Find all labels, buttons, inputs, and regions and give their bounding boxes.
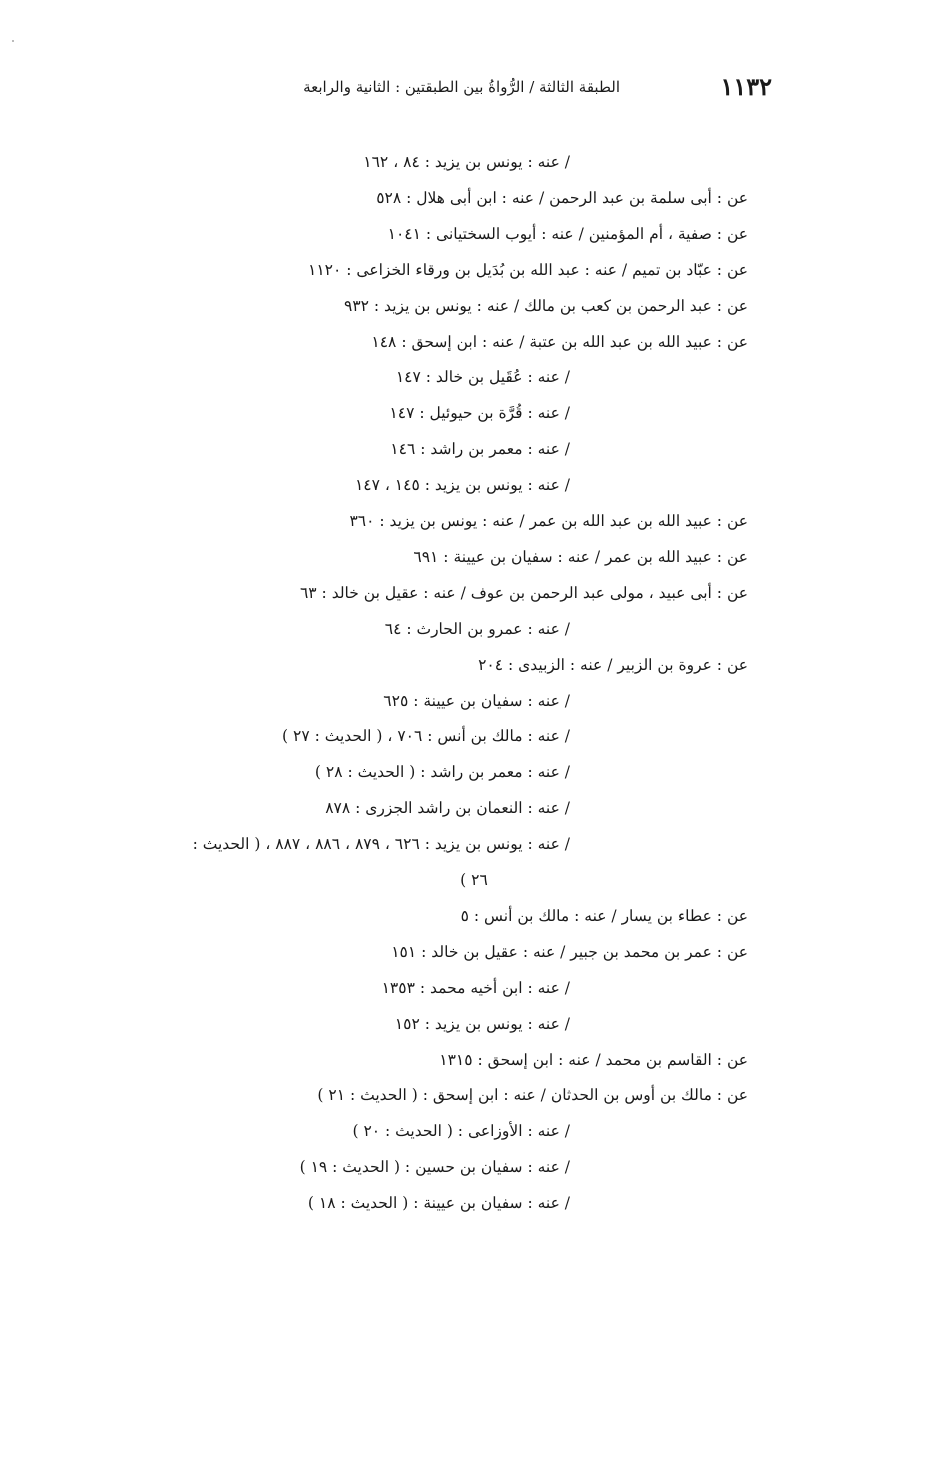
transmitter-entry: / عنه : يونس بن يزيد : ١٤٥ ، ١٤٧ — [354, 476, 570, 495]
narrator-entry: عن : عبيد الله بن عبد الله بن عتبة / عنه : ابن إسحق : ١٤٨ — [371, 332, 748, 351]
margin-mark — [12, 40, 14, 42]
transmitter-entry: / عنه : يونس بن يزيد : ٨٤ ، ١٦٢ — [363, 153, 570, 171]
narrator-entry: عن : عبّاد بن تميم / عنه : عبد الله بن بُدَيل بن ورقاء الخزاعى : ١١٢٠ — [308, 260, 748, 279]
running-title: الطبقة الثالثة / الرُّواةُ بين الطبقتين : الثانية والرابعة — [303, 78, 620, 96]
transmitter-entry: / عنه : يونس بن يزيد : ١٥٢ — [394, 1014, 570, 1033]
transmitter-entry: / عنه : مالك بن أنس : ٧٠٦ ، ( الحديث : ٢٧ ) — [282, 727, 570, 746]
narrator-entry: عن : عروة بن الزبير / عنه : الزبيدى : ٢٠٤ — [478, 655, 748, 674]
narrator-entry: عن : عطاء بن يسار / عنه : مالك بن أنس : ٥ — [460, 906, 748, 925]
transmitter-entry: / عنه : يونس بن يزيد : ٦٢٦ ، ٨٧٩ ، ٨٨٦ ، ٨٨٧ ، ( الحديث : — [192, 835, 570, 854]
transmitter-entry: / عنه : عُقَيل بن خالد : ١٤٧ — [395, 368, 570, 387]
transmitter-entry: / عنه : سفيان بن حسين : ( الحديث : ١٩ ) — [299, 1158, 570, 1177]
narrator-entry: عن : أبى عبيد ، مولى عبد الرحمن بن عوف / عنه : عقيل بن خالد : ٦٣ — [299, 583, 748, 602]
transmitter-entry: / عنه : معمر بن راشد : ١٤٦ — [390, 440, 570, 459]
entry-continuation: ٢٦ ) — [460, 871, 488, 889]
transmitter-entry: / عنه : الأوزاعى : ( الحديث : ٢٠ ) — [352, 1122, 570, 1141]
transmitter-entry: / عنه : سفيان بن عيينة : ( الحديث : ١٨ ) — [307, 1194, 570, 1213]
narrator-entry: عن : أبى سلمة بن عبد الرحمن / عنه : ابن أبى هلال : ٥٢٨ — [376, 188, 748, 207]
narrator-entry: عن : عبيد الله بن عبد الله بن عمر / عنه : يونس بن يزيد : ٣٦٠ — [349, 512, 748, 530]
page-number: ١١٣٢ — [720, 72, 772, 101]
transmitter-entry: / عنه : ابن أخيه محمد : ١٣٥٣ — [381, 978, 570, 997]
page-header — [280, 72, 780, 108]
transmitter-entry: / عنه : النعمان بن راشد الجزرى : ٨٧٨ — [325, 799, 570, 818]
narrator-entry: عن : عبيد الله بن عمر / عنه : سفيان بن عيينة : ٦٩١ — [413, 547, 748, 566]
narrator-entry: عن : مالك بن أوس بن الحدثان / عنه : ابن إسحق : ( الحديث : ٢١ ) — [317, 1086, 748, 1105]
narrator-entry: عن : عبد الرحمن بن كعب بن مالك / عنه : يونس بن يزيد : ٩٣٢ — [344, 296, 748, 315]
transmitter-entry: / عنه : قُرَّة بن حيوئيل : ١٤٧ — [389, 404, 570, 423]
transmitter-entry: / عنه : معمر بن راشد : ( الحديث : ٢٨ ) — [314, 763, 570, 782]
narrator-entry: عن : القاسم بن محمد / عنه : ابن إسحق : ١٣١٥ — [439, 1050, 748, 1069]
transmitter-entry: / عنه : عمرو بن الحارث : ٦٤ — [384, 619, 570, 638]
narrator-entry: عن : صفية ، أم المؤمنين / عنه : أيوب السختيانى : ١٠٤١ — [387, 224, 748, 243]
narrator-entry: عن : عمر بن محمد بن جبير / عنه : عقيل بن خالد : ١٥١ — [391, 942, 748, 961]
transmitter-entry: / عنه : سفيان بن عيينة : ٦٢٥ — [383, 691, 570, 710]
